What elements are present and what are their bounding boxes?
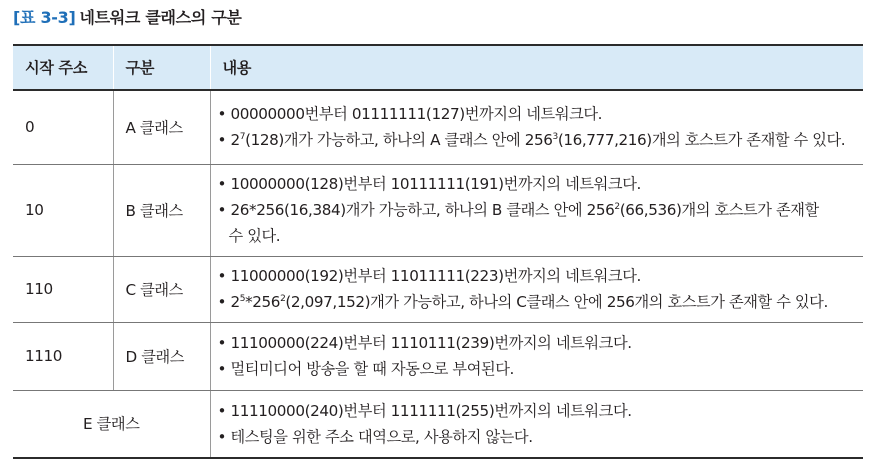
table-title: 네트워크 클래스의 구분 xyxy=(79,8,242,27)
table-caption xyxy=(13,5,242,28)
text-fragment: • 2 xyxy=(217,131,240,150)
content-line: • 10000000(128)번부터 10111111(191)번까지의 네트워크다. xyxy=(217,175,641,193)
start-address-cell: 0 xyxy=(13,90,113,164)
content-line: • 00000000번부터 01111111(127)번까지의 네트워크다. xyxy=(217,105,603,124)
superscript: 2 xyxy=(614,202,620,212)
header-start-address: 시작 주소 xyxy=(13,45,113,90)
content-line: • 11110000(240)번부터 1111111(255)번까지의 네트워크다. xyxy=(217,401,632,420)
table-row-class-b xyxy=(13,164,863,256)
text-fragment: (16,777,216)개의 호스트가 존재할 수 있다. xyxy=(557,131,846,150)
header-class: 구분 xyxy=(113,45,210,90)
content-line: • 멀티미디어 방송을 할 때 자동으로 부여된다. xyxy=(217,360,514,378)
class-cell: D 클래스 xyxy=(113,322,210,390)
class-cell: A 클래스 xyxy=(113,90,210,164)
content-cell xyxy=(210,164,863,256)
start-address-cell: 110 xyxy=(13,256,113,322)
class-cell: C 클래스 xyxy=(113,256,210,322)
table-header-row xyxy=(13,45,863,90)
content-line: • 11000000(192)번부터 11011111(223)번까지의 네트워크다. xyxy=(217,267,641,285)
start-address-cell: 10 xyxy=(13,164,113,256)
text-fragment: • 26*256(16,384)개가 가능하고, 하나의 B 클래스 안에 256 xyxy=(217,201,615,219)
class-cell: E 클래스 xyxy=(13,390,210,458)
table-number: [표 3-3] xyxy=(13,8,76,27)
text-fragment: (128)개가 가능하고, 하나의 A 클래스 안에 256 xyxy=(245,131,553,150)
table-row-class-e xyxy=(13,390,863,458)
content-line: • 테스팅을 위한 주소 대역으로, 사용하지 않는다. xyxy=(217,427,533,446)
text-fragment: (66,536)개의 호스트가 존재할 xyxy=(619,201,819,219)
class-cell: B 클래스 xyxy=(113,164,210,256)
superscript: 5 xyxy=(239,294,246,304)
content-line: 수 있다. xyxy=(228,227,281,245)
start-address-cell: 1110 xyxy=(13,322,113,390)
superscript: 2 xyxy=(280,294,286,304)
header-content: 내용 xyxy=(210,45,863,90)
content-cell xyxy=(210,90,863,164)
content-cell xyxy=(210,390,863,458)
content-cell xyxy=(210,322,863,390)
text-fragment: (2,097,152)개가 가능하고, 하나의 C클래스 안에 256개의 호스트가 존재할 수 있다. xyxy=(285,293,828,311)
text-fragment: • 2 xyxy=(217,293,240,311)
superscript: 3 xyxy=(552,132,558,143)
table-row-class-a xyxy=(13,90,863,164)
table-row-class-d xyxy=(13,322,863,390)
text-fragment: *256 xyxy=(245,293,281,311)
content-line: • 11100000(224)번부터 1110111(239)번까지의 네트워크다. xyxy=(217,334,632,352)
content-cell xyxy=(210,256,863,322)
content-line xyxy=(218,127,854,153)
network-class-table xyxy=(13,44,863,459)
content-line xyxy=(218,197,854,223)
superscript: 7 xyxy=(239,132,246,143)
content-line xyxy=(218,289,854,315)
table-row-class-c xyxy=(13,256,863,322)
